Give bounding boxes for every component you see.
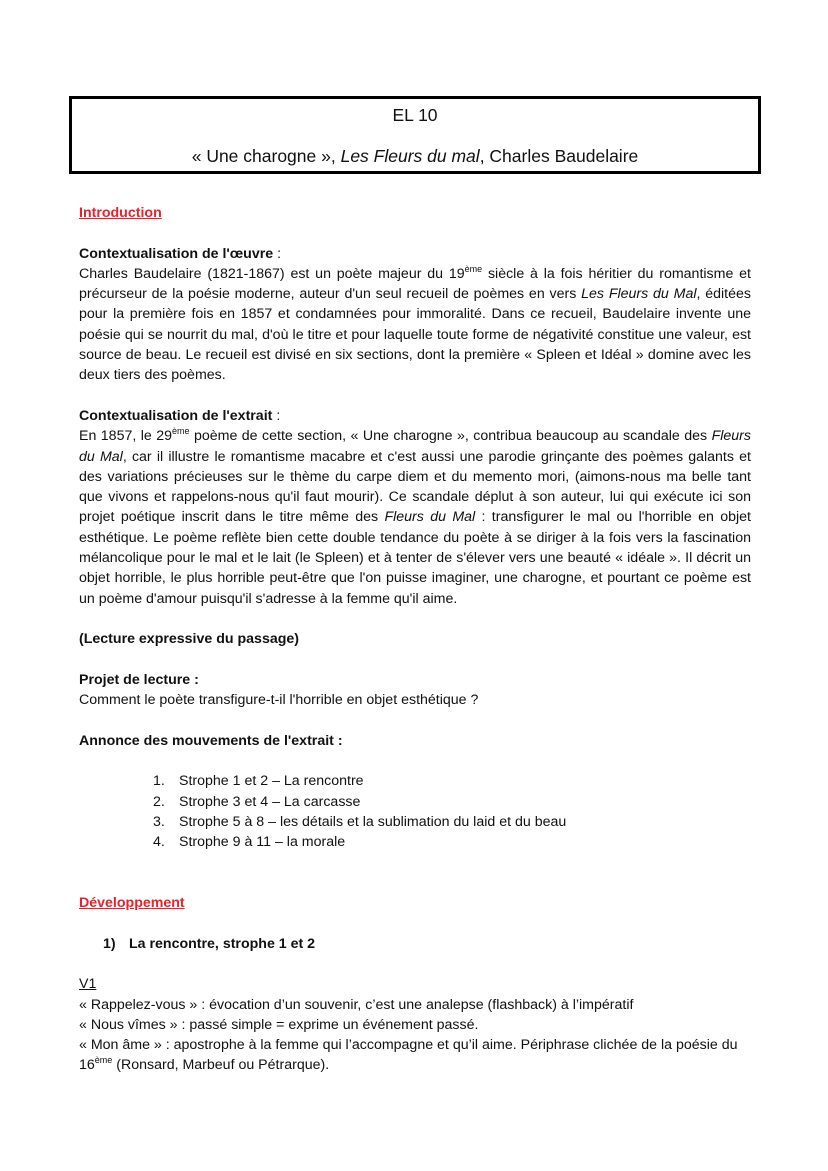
developpement-heading: Développement [79, 895, 185, 912]
list-item: 4. Strophe 9 à 11 – la morale [153, 834, 346, 851]
document-body [79, 203, 751, 1076]
mouvements-list [79, 771, 751, 852]
poem-title: « Une charogne » [191, 146, 331, 166]
document-title: « Une charogne », Les Fleurs du mal, Charles Baudelaire [191, 146, 639, 166]
projet-section [79, 670, 751, 711]
oeuvre-section: Contextualisation de l'œuvre : Charles Baudelaire (1821-1867) est un poète majeur du 19ème siècle à la fois héritier du romantisme et précurseur de la poésie moderne, auteur d'un seul recueil de poèmes en vers Les Fleurs du Mal, éditées pour la première fois en 1857 et condamnées pour immoralité. Dans ce recueil, Baudelaire invente une poésie qui se nourrit du mal, d'où le titre et pour laquelle toute forme de négativité constitue une valeur, est source de beau. Le recueil est divisé en six sections, dont la première « Spleen et Idéal » domine avec les deux tiers des poèmes. [79, 244, 751, 386]
v1-line: « Nous vîmes » : passé simple = exprime un événement passé. [79, 1016, 479, 1033]
v1-line: « Rappelez-vous » : évocation d’un souvenir, c’est une analepse (flashback) à l’impératif [79, 996, 634, 1013]
author: Charles Baudelaire [489, 146, 639, 166]
lecture-expressive: (Lecture expressive du passage) [79, 631, 300, 648]
mouvements-label: Annonce des mouvements de l'extrait : [79, 732, 343, 749]
v1-line: « Mon âme » : apostrophe à la femme qui l’accompagne et qu’il aime. Périphrase clichée de la poésie du 16ème (Ronsard, Marbeuf ou Pétrarque). [79, 1037, 738, 1074]
book-title: Les Fleurs du mal [340, 146, 480, 166]
extrait-label: Contextualisation de l'extrait [79, 407, 273, 424]
oeuvre-label: Contextualisation de l'œuvre [79, 245, 274, 262]
document-code: EL 10 [392, 105, 438, 125]
v1-label: V1 [79, 976, 97, 993]
extrait-section: Contextualisation de l'extrait : En 1857, le 29ème poème de cette section, « Une charogne », contribua beaucoup au scandale des Fleurs du Mal, car il illustre le romantisme macabre et c'est aussi une parodie grinçante des poèmes galants et des variations précieuses sur le thème du carpe diem et du memento mori, (aimons-nous ma belle tant que vivons et rappelons-nous qu'il faut mourir). Ce scandale déplut à son auteur, lui qui exécute ici son projet poétique inscrit dans le titre même des Fleurs du Mal : transfigurer le mal ou l'horrible en objet esthétique. Le poème reflète bien cette double tendance du poète à se diriger à la fois vers la fascination mélancolique pour le mal et le lait (le Spleen) et à tenter de s'élever vers une beauté « idéale ». Il décrit un objet horrible, le plus horrible peut-être que l'on puisse imaginer, une charogne, et pourtant ce poème est un poème d'amour puisqu'il s'adresse à la femme qu'il aime. [79, 406, 751, 609]
list-item: 1. Strophe 1 et 2 – La rencontre [153, 773, 364, 790]
extrait-paragraph: En 1857, le 29ème poème de cette section, « Une charogne », contribua beaucoup au scandale des Fleurs du Mal, car il illustre le romantisme macabre et c'est aussi une parodie grinçante des poèmes galants et des variations précieuses sur le thème du carpe diem et du memento mori, (aimons-nous ma belle tant que vivons et rappelons-nous qu'il faut mourir). Ce scandale déplut à son auteur, lui qui exécute ici son projet poétique inscrit dans le titre même des Fleurs du Mal : transfigurer le mal ou l'horrible en objet esthétique. Le poème reflète bien cette double tendance du poète à se diriger à la fois vers la fascination mélancolique pour le mal et le lait (le Spleen) et à tenter de s'élever vers une beauté « idéale ». Il décrit un objet horrible, le plus horrible peut-être que l'on puisse imaginer, une charogne, et pourtant ce poème est un poème d'amour puisqu'il s'adresse à la femme qu'il aime. [79, 426, 751, 607]
projet-question: Comment le poète transfigure-t-il l'horrible en objet esthétique ? [79, 692, 479, 709]
projet-label: Projet de lecture : [79, 671, 199, 688]
oeuvre-paragraph: Charles Baudelaire (1821-1867) est un poète majeur du 19ème siècle à la fois héritier du romantisme et précurseur de la poésie moderne, auteur d'un seul recueil de poèmes en vers Les Fleurs du Mal, éditées pour la première fois en 1857 et condamnées pour immoralité. Dans ce recueil, Baudelaire invente une poésie qui se nourrit du mal, d'où le titre et pour laquelle toute forme de négativité constitue une valeur, est source de beau. Le recueil est divisé en six sections, dont la première « Spleen et Idéal » domine avec les deux tiers des poèmes. [79, 263, 751, 384]
list-item: 3. Strophe 5 à 8 – les détails et la sublimation du laid et du beau [153, 813, 567, 830]
list-item: 2. Strophe 3 et 4 – La carcasse [153, 793, 361, 810]
section-1-heading: 1) La rencontre, strophe 1 et 2 [103, 935, 316, 952]
title-box [69, 96, 761, 174]
introduction-heading: Introduction [79, 205, 162, 221]
